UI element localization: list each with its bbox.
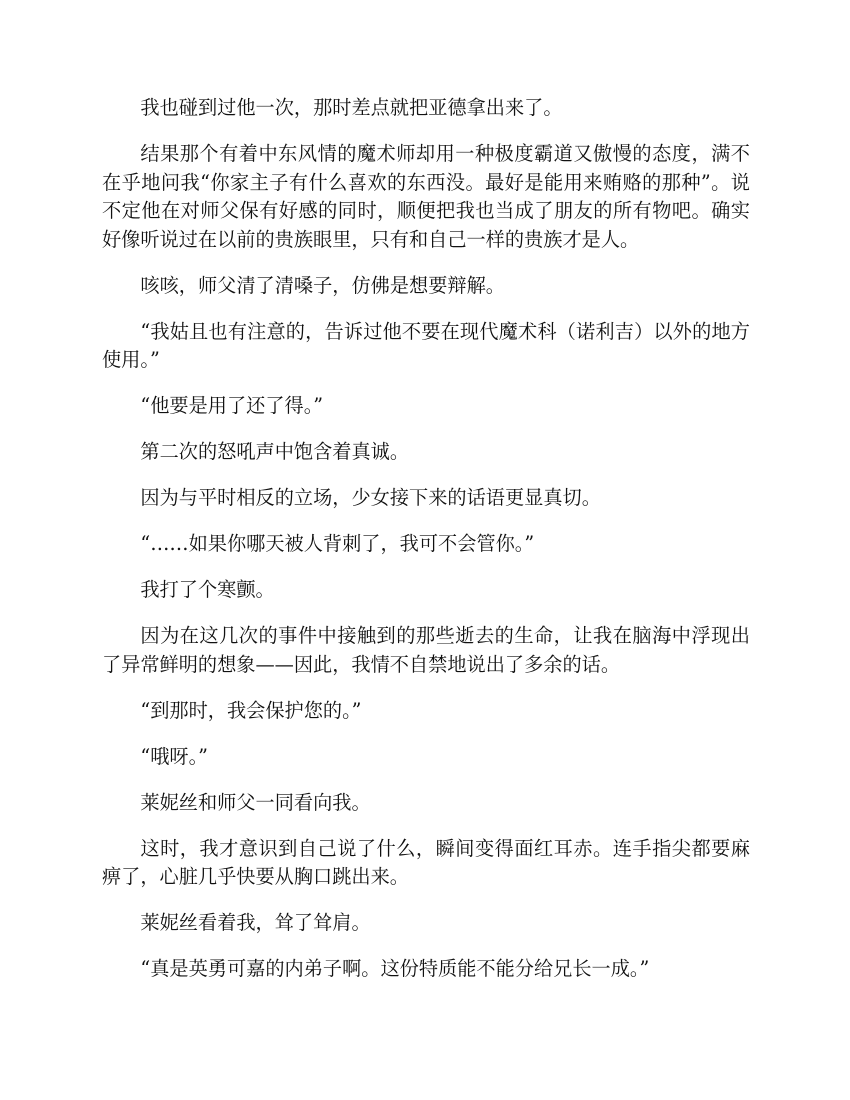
paragraph: 莱妮丝看着我，耸了耸肩。: [140, 911, 371, 935]
paragraph: 第二次的怒吼声中饱含着真诚。: [140, 440, 410, 464]
paragraph: “哦呀。”: [140, 744, 208, 768]
paragraph: 因为在这几次的事件中接触到的那些逝去的生命，让我在脑海中浮现出了异常鲜明的想象——因此，我情不自禁地说出了多余的话。: [102, 624, 750, 676]
paragraph: “他要是用了还了得。”: [140, 394, 324, 418]
paragraph: “到那时，我会保护您的。”: [140, 698, 362, 722]
paragraph: 咳咳，师父清了清嗓子，仿佛是想要辩解。: [140, 273, 505, 297]
paragraph: 这时，我才意识到自己说了什么，瞬间变得面红耳赤。连手指尖都要麻痹了，心脏几乎快要从胸口跳出来。: [102, 836, 750, 889]
paragraph: “我姑且也有注意的，告诉过他不要在现代魔术科（诺利吉）以外的地方使用。”: [102, 319, 750, 372]
paragraph: 我也碰到过他一次，那时差点就把亚德拿出来了。: [140, 96, 563, 119]
paragraph: 莱妮丝和师父一同看向我。: [140, 790, 371, 814]
paragraph: 我打了个寒颤。: [140, 578, 275, 602]
paragraph: 结果那个有着中东风情的魔术师却用一种极度霸道又傲慢的态度，满不在乎地问我“你家主子有什么喜欢的东西没。最好是能用来贿赂的那种”。说不定他在对师父保有好感的同时，顺便把我也当成了朋友的所有物吧。确实好像听说过在以前的贵族眼里，只有和自己一样的贵族才是人。: [102, 141, 750, 251]
paragraph: 因为与平时相反的立场，少女接下来的话语更显真切。: [140, 486, 601, 510]
paragraph: “真是英勇可嘉的内弟子啊。这份特质能不能分给兄长一成。”: [140, 957, 650, 981]
document-page: [102, 94, 750, 1001]
paragraph: “……如果你哪天被人背刺了，我可不会管你。”: [140, 532, 535, 556]
